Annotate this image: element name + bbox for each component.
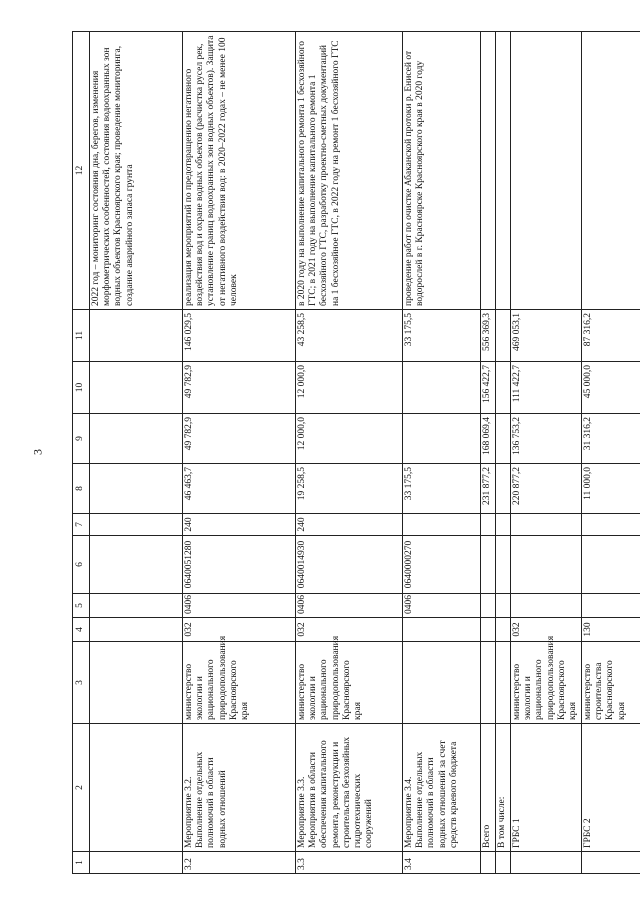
subtotal-header-row (496, 32, 511, 874)
section-code (90, 594, 183, 618)
target-code (582, 536, 640, 594)
grbs-row (511, 32, 582, 874)
table-row (90, 32, 183, 874)
value-2020: 19 258,5 (296, 464, 403, 514)
expense-type (90, 514, 183, 536)
expected-result: 2022 год – мониторинг состояния дна, берегов, изменения морфометрических особенностей, состояния водоохранных зон водных объектов Красноярского края; проведение мониторинга, создание аварийного запаса грунта (90, 32, 183, 310)
row-number: 3.3 (296, 852, 403, 874)
header-cell: 10 (73, 362, 90, 414)
expected-result: в 2020 году на выполнение капитального ремонта 1 бесхозяйного ГТС; в 2021 году на выполнение капитального ремонта 1 бесхозяйного ГТС, разработку проектно-сметных документаций на 1 бесхозяйное ГТС, в 2022 году на ремонт 1 бесхозяйного ГТС (296, 32, 403, 310)
expense-type: 240 (296, 514, 403, 536)
value-2020 (90, 464, 183, 514)
section-code (481, 594, 496, 618)
value-2020: 33 175,5 (403, 464, 481, 514)
header-cell: 3 (73, 642, 90, 724)
expense-type (511, 514, 582, 536)
target-code (496, 536, 511, 594)
row-number (582, 852, 640, 874)
activity-name: Мероприятие 3.3. Мероприятия в области обеспечения капитального ремонта, реконструкции и строительства безхозяйных гидротехнических сооружений (296, 724, 403, 852)
expected-result (582, 32, 640, 310)
section-code: 0406 (403, 594, 481, 618)
grbs-name: министерство строительства Красноярского края (582, 642, 640, 724)
value-total: 146 029,5 (183, 310, 296, 362)
header-cell: 12 (73, 32, 90, 310)
activity-name (90, 724, 183, 852)
value-2022 (403, 362, 481, 414)
grbs-label: ГРБС 2 (582, 724, 640, 852)
value-2022: 45 000,0 (582, 362, 640, 414)
rotated-table-container (72, 32, 627, 874)
total-row (481, 32, 496, 874)
grbs-code (481, 618, 496, 642)
value-total: 33 175,5 (403, 310, 481, 362)
value-2020: 46 463,7 (183, 464, 296, 514)
section-code (511, 594, 582, 618)
value-2021: 31 316,2 (582, 414, 640, 464)
row-number (496, 852, 511, 874)
grbs-name: министерство экологии и рационального природопользования Красноярского края (296, 642, 403, 724)
header-cell: 6 (73, 536, 90, 594)
grbs-name (481, 642, 496, 724)
header-row (73, 32, 90, 874)
expense-type (496, 514, 511, 536)
grbs-name: министерство экологии и рационального природопользования Красноярского края (183, 642, 296, 724)
target-code: 0640051280 (183, 536, 296, 594)
value-total: 556 369,3 (481, 310, 496, 362)
value-2021: 49 782,9 (183, 414, 296, 464)
section-code: 0406 (296, 594, 403, 618)
target-code (481, 536, 496, 594)
expected-result (496, 32, 511, 310)
target-code (90, 536, 183, 594)
page-number: 3 (30, 449, 45, 455)
grbs-name (90, 642, 183, 724)
header-cell: 11 (73, 310, 90, 362)
value-2020: 11 000,0 (582, 464, 640, 514)
target-code (511, 536, 582, 594)
activity-name: Мероприятие 3.4. Выполнение отдельных полномочий в области водных отношений за счет средств краевого бюджета (403, 724, 481, 852)
expense-type: 240 (183, 514, 296, 536)
subtotal-label: В том числе: (496, 724, 511, 852)
value-2021 (496, 414, 511, 464)
value-2022: 12 000,0 (296, 362, 403, 414)
grbs-code (90, 618, 183, 642)
target-code: 0640014930 (296, 536, 403, 594)
value-2020: 231 877,2 (481, 464, 496, 514)
value-2022 (90, 362, 183, 414)
header-cell: 1 (73, 852, 90, 874)
section-code: 0406 (183, 594, 296, 618)
value-2022: 111 422,7 (511, 362, 582, 414)
header-cell: 5 (73, 594, 90, 618)
value-2020 (496, 464, 511, 514)
row-number: 3.4 (403, 852, 481, 874)
value-total: 469 053,1 (511, 310, 582, 362)
expected-result (481, 32, 496, 310)
grbs-code: 032 (183, 618, 296, 642)
value-2021: 136 753,2 (511, 414, 582, 464)
grbs-code (403, 618, 481, 642)
grbs-code (496, 618, 511, 642)
expected-result: проведение работ по очистке Абаканской протоки р. Енисей от водорослей в г. Красноярске Красноярского края в 2020 году (403, 32, 481, 310)
row-number: 3.2 (183, 852, 296, 874)
header-cell: 9 (73, 414, 90, 464)
header-cell: 4 (73, 618, 90, 642)
grbs-code: 130 (582, 618, 640, 642)
header-cell: 7 (73, 514, 90, 536)
value-total: 43 258,5 (296, 310, 403, 362)
expected-result: реализация мероприятий по предотвращению негативного воздействия вод и охране водных объектов (расчистка русел рек, установление границ водоохранных зон водных объектов). Защита от негативного воздействия вод: в 2020–2022 годах – не менее 100 человек (183, 32, 296, 310)
value-2021: 12 000,0 (296, 414, 403, 464)
activity-name: Мероприятие 3.2. Выполнение отдельных полномочий в области водных отношений (183, 724, 296, 852)
value-2021 (90, 414, 183, 464)
section-code (582, 594, 640, 618)
value-2021 (403, 414, 481, 464)
grbs-row (582, 32, 640, 874)
grbs-label: ГРБС 1 (511, 724, 582, 852)
grbs-name (496, 642, 511, 724)
row-number (90, 852, 183, 874)
expected-result (511, 32, 582, 310)
table-row (183, 32, 296, 874)
target-code: 0640000270 (403, 536, 481, 594)
section-code (496, 594, 511, 618)
expense-type (481, 514, 496, 536)
value-total: 87 316,2 (582, 310, 640, 362)
grbs-name (403, 642, 481, 724)
value-2022: 49 782,9 (183, 362, 296, 414)
header-cell: 2 (73, 724, 90, 852)
row-number (481, 852, 496, 874)
program-table (72, 31, 640, 874)
table-row (403, 32, 481, 874)
row-number (511, 852, 582, 874)
value-2021: 168 069,4 (481, 414, 496, 464)
value-total (90, 310, 183, 362)
expense-type (582, 514, 640, 536)
value-2020: 220 877,2 (511, 464, 582, 514)
header-cell: 8 (73, 464, 90, 514)
grbs-code: 032 (296, 618, 403, 642)
value-total (496, 310, 511, 362)
grbs-code: 032 (511, 618, 582, 642)
grbs-name: министерство экологии и рационального природопользования Красноярского края (511, 642, 582, 724)
total-label: Всего (481, 724, 496, 852)
value-2022: 156 422,7 (481, 362, 496, 414)
value-2022 (496, 362, 511, 414)
table-row (296, 32, 403, 874)
expense-type (403, 514, 481, 536)
